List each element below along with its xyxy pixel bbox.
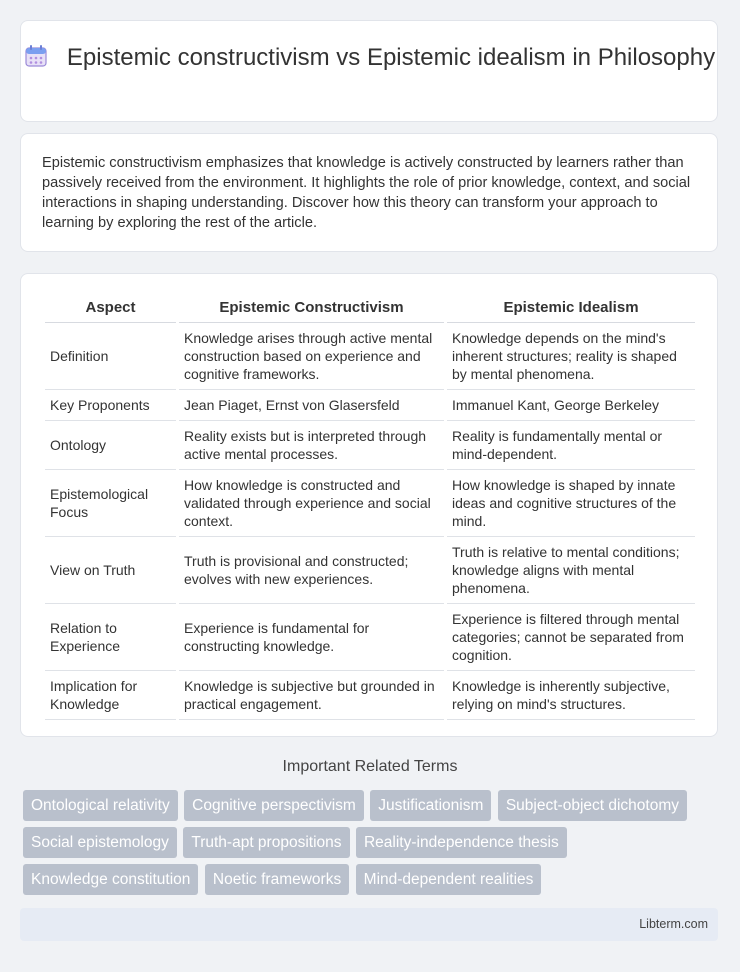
row-idealism: Knowledge depends on the mind's inherent structures; reality is shaped by mental phenomena. — [447, 323, 695, 390]
table-row — [45, 537, 695, 604]
related-term-tag[interactable]: Reality-independence thesis — [356, 827, 567, 858]
row-idealism: Knowledge is inherently subjective, relying on mind's structures. — [447, 671, 695, 720]
row-constructivism: Truth is provisional and constructed; evolves with new experiences. — [179, 537, 444, 604]
table-row — [45, 323, 695, 390]
related-term-tag[interactable]: Noetic frameworks — [205, 864, 349, 895]
row-idealism: Immanuel Kant, George Berkeley — [447, 390, 695, 421]
row-idealism: Experience is filtered through mental categories; cannot be separated from cognition. — [447, 604, 695, 671]
intro-text: Epistemic constructivism emphasizes that knowledge is actively constructed by learners rather than passively received from the environment. It highlights the role of prior knowledge, context, and social interactions in shaping understanding. Discover how this theory can transform your approach to learning by exploring the rest of the article. — [42, 155, 691, 231]
row-aspect: Implication for Knowledge — [45, 671, 176, 720]
row-constructivism: Reality exists but is interpreted through active mental processes. — [179, 421, 444, 470]
related-term-tag[interactable]: Subject-object dichotomy — [498, 790, 687, 821]
row-idealism: Reality is fundamentally mental or mind-dependent. — [447, 421, 695, 470]
table-row — [45, 604, 695, 671]
row-aspect: Key Proponents — [45, 390, 176, 421]
row-aspect: Epistemological Focus — [45, 470, 176, 537]
row-aspect: Definition — [45, 323, 176, 390]
intro-card — [20, 133, 718, 252]
comparison-table — [42, 294, 698, 720]
calendar-icon — [23, 43, 49, 69]
row-constructivism: Jean Piaget, Ernst von Glasersfeld — [179, 390, 444, 421]
row-aspect: Ontology — [45, 421, 176, 470]
related-terms-list — [23, 790, 723, 901]
row-constructivism: Knowledge arises through active mental construction based on experience and cognitive frameworks. — [179, 323, 444, 390]
title-card — [20, 20, 718, 122]
page-title-wrap — [21, 43, 717, 73]
comparison-card — [20, 273, 718, 737]
row-aspect: View on Truth — [45, 537, 176, 604]
table-row — [45, 470, 695, 537]
table-row — [45, 671, 695, 720]
row-idealism: How knowledge is shaped by innate ideas and cognitive structures of the mind. — [447, 470, 695, 537]
related-term-tag[interactable]: Truth-apt propositions — [183, 827, 349, 858]
related-term-tag[interactable]: Justificationism — [370, 790, 491, 821]
related-term-tag[interactable]: Mind-dependent realities — [356, 864, 542, 895]
footer — [20, 908, 718, 941]
row-constructivism: How knowledge is constructed and validated through experience and social context. — [179, 470, 444, 537]
table-header-row — [45, 294, 695, 323]
page-title: Epistemic constructivism vs Epistemic idealism in Philosophy — [66, 44, 716, 71]
header-aspect: Aspect — [45, 294, 176, 323]
footer-site-link[interactable]: Libterm.com — [639, 917, 708, 931]
row-constructivism: Experience is fundamental for constructing knowledge. — [179, 604, 444, 671]
related-term-tag[interactable]: Cognitive perspectivism — [184, 790, 364, 821]
header-constructivism: Epistemic Constructivism — [179, 294, 444, 323]
row-aspect: Relation to Experience — [45, 604, 176, 671]
table-row — [45, 390, 695, 421]
related-term-tag[interactable]: Ontological relativity — [23, 790, 178, 821]
table-row — [45, 421, 695, 470]
row-idealism: Truth is relative to mental conditions; knowledge aligns with mental phenomena. — [447, 537, 695, 604]
related-terms-title: Important Related Terms — [282, 758, 458, 775]
header-idealism: Epistemic Idealism — [447, 294, 695, 323]
related-term-tag[interactable]: Knowledge constitution — [23, 864, 198, 895]
related-term-tag[interactable]: Social epistemology — [23, 827, 177, 858]
row-constructivism: Knowledge is subjective but grounded in practical engagement. — [179, 671, 444, 720]
